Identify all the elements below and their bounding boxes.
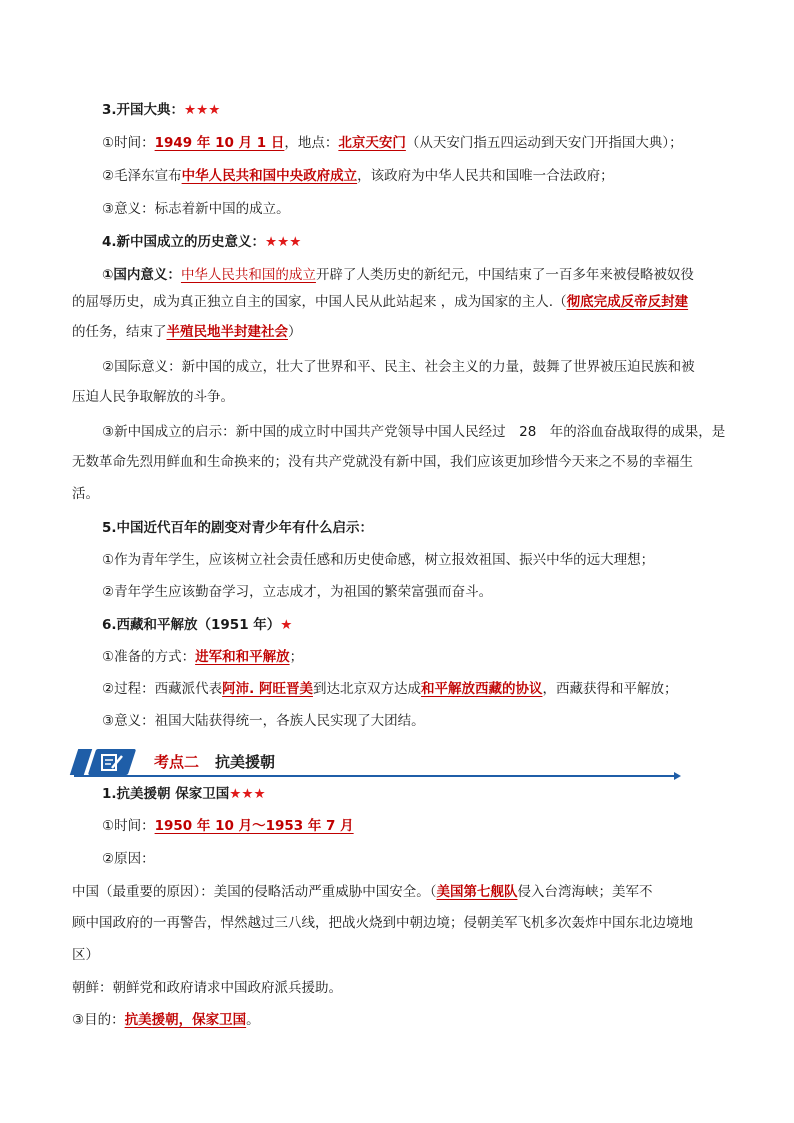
section-4-heading: 4.新中国成立的历史意义：★★★ <box>102 234 302 250</box>
topic-1-china-line-2: 顾中国政府的一再警告，悍然越过三八线，把战火烧到中朝边境；侵朝美军飞机多次轰炸中国东北边境地 <box>72 915 693 931</box>
topic-1-korea-line: 朝鲜：朝鲜党和政府请求中国政府派兵援助。 <box>72 980 342 996</box>
section-6-line-1: ①准备的方式：进军和和平解放； <box>102 649 304 665</box>
section-5-line-1: ①作为青年学生，应该树立社会责任感和历史使命感，树立报效祖国、振兴中华的远大理想； <box>102 552 655 568</box>
section-4-p1-line-1: ①国内意义：中华人民共和国的成立开辟了人类历史的新纪元，中国结束了一百多年来被侵略被奴役 <box>102 267 694 283</box>
rating-stars: ★★★ <box>265 234 302 250</box>
section-3-line-2: ②毛泽东宣布中华人民共和国中央政府成立，该政府为中华人民共和国唯一合法政府； <box>102 168 614 184</box>
section-3-line-1: ①时间：1949 年 10 月 1 日，地点：北京天安门（从天安门指五四运动到天安门开指国大典）； <box>102 135 683 151</box>
banner-rule <box>74 775 678 777</box>
section-5-heading: 5.中国近代百年的剧变对青少年有什么启示： <box>102 520 374 536</box>
arrow-right-icon <box>674 772 681 780</box>
section-4-p3-line-3: 活。 <box>72 486 99 502</box>
section-4-p1-line-2: 的屈辱历史，成为真正独立自主的国家，中国人民从此站起来 ，成为国家的主人.（彻底完成反帝反封建 <box>72 294 689 310</box>
rating-stars: ★ <box>280 617 293 633</box>
banner-title: 考点二 抗美援朝 <box>154 753 276 771</box>
rating-stars: ★★★ <box>184 102 221 118</box>
section-6-heading: 6.西藏和平解放（1951 年）★ <box>102 617 293 633</box>
topic-1-china-line-1: 中国（最重要的原因）：美国的侵略活动严重威胁中国安全。（美国第七舰队侵入台湾海峡；美军不 <box>72 884 653 900</box>
section-4-p1-line-3: 的任务，结束了半殖民地半封建社会） <box>72 324 302 340</box>
topic-1-heading: 1.抗美援朝 保家卫国★★★ <box>102 786 266 802</box>
section-4-p2-line-1: ②国际意义：新中国的成立，壮大了世界和平、民主、社会主义的力量，鼓舞了世界被压迫民族和被 <box>102 359 695 375</box>
topic-1-line-1: ①时间：1950 年 10 月～1953 年 7 月 <box>102 818 354 834</box>
topic-1-line-3: ③目的：抗美援朝，保家卫国。 <box>72 1012 260 1028</box>
section-4-p3-line-1: ③新中国成立的启示：新中国的成立时中国共产党领导中国人民经过 28 年的浴血奋战取得的成果，是 <box>102 424 726 440</box>
section-banner <box>74 745 680 777</box>
section-6-line-2: ②过程：西藏派代表阿沛. 阿旺晋美到达北京双方达成和平解放西藏的协议，西藏获得和平解放； <box>102 681 678 697</box>
topic-1-china-line-3: 区） <box>72 947 99 963</box>
section-4-p3-line-2: 无数革命先烈用鲜血和生命换来的；没有共产党就没有新中国，我们应该更加珍惜今天来之不易的幸福生 <box>72 454 693 470</box>
section-6-line-3: ③意义：祖国大陆获得统一，各族人民实现了大团结。 <box>102 713 425 729</box>
section-3-heading: 3.开国大典：★★★ <box>102 102 221 118</box>
rating-stars: ★★★ <box>229 786 266 802</box>
section-5-line-2: ②青年学生应该勤奋学习，立志成才，为祖国的繁荣富强而奋斗。 <box>102 584 493 600</box>
notepad-pencil-icon <box>88 749 136 775</box>
section-3-line-3: ③意义：标志着新中国的成立。 <box>102 201 290 217</box>
section-4-p2-line-2: 压迫人民争取解放的斗争。 <box>72 389 234 405</box>
topic-1-line-2: ②原因： <box>102 851 155 867</box>
